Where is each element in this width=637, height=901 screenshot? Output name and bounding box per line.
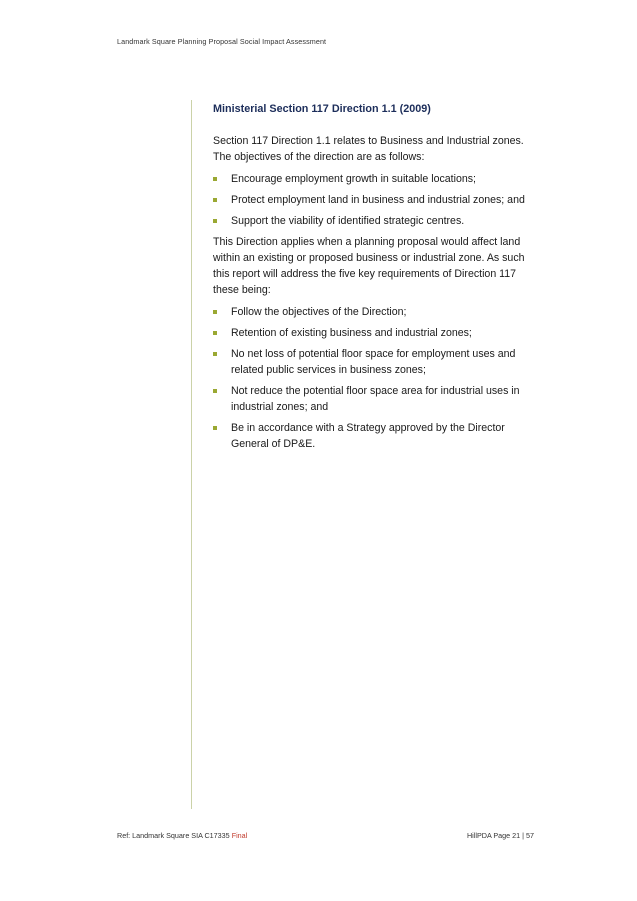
intro-paragraph: Section 117 Direction 1.1 relates to Business and Industrial zones. The objectives of the direction are as follows: <box>213 135 524 163</box>
list-item <box>213 304 543 320</box>
org-page-label: HillPDA Page 21 <box>466 831 521 840</box>
main-content <box>213 102 543 457</box>
square-bullet-icon <box>213 352 217 356</box>
square-bullet-icon <box>213 310 217 314</box>
list-item-text: Not reduce the potential floor space area for industrial uses in industrial zones; and <box>231 385 520 413</box>
requirements-intro-paragraph: This Direction applies when a planning proposal would affect land within an existing or proposed business or industrial zone. As such this report will address the five key requirements of Direction 117 these being: <box>213 236 525 296</box>
running-header: Landmark Square Planning Proposal Social Impact Assessment <box>117 37 327 46</box>
section-heading: Ministerial Section 117 Direction 1.1 (2009) <box>213 103 431 115</box>
reference-text: Ref: Landmark Square SIA C17335 <box>117 831 230 840</box>
list-item-text: Retention of existing business and industrial zones; <box>231 327 472 339</box>
list-item <box>213 383 543 415</box>
page-separator: | <box>522 831 524 840</box>
list-item <box>213 420 543 452</box>
footer-page-info <box>467 831 534 840</box>
list-item-text: Follow the objectives of the Direction; <box>231 306 407 318</box>
square-bullet-icon <box>213 219 217 223</box>
list-item-text: Be in accordance with a Strategy approved by the Director General of DP&E. <box>231 422 505 450</box>
square-bullet-icon <box>213 426 217 430</box>
page-number: 57 <box>526 831 534 840</box>
requirements-list <box>213 304 543 452</box>
list-item <box>213 325 543 341</box>
list-item <box>213 192 543 208</box>
list-item <box>213 171 543 187</box>
square-bullet-icon <box>213 389 217 393</box>
list-item-text: No net loss of potential floor space for employment uses and related public services in business zones; <box>231 348 516 376</box>
list-item <box>213 213 543 229</box>
square-bullet-icon <box>213 177 217 181</box>
list-item-text: Protect employment land in business and industrial zones; and <box>231 194 525 206</box>
status-label: Final <box>231 831 248 840</box>
margin-rule <box>191 100 192 809</box>
objectives-list <box>213 171 543 229</box>
square-bullet-icon <box>213 198 217 202</box>
list-item <box>213 346 543 378</box>
list-item-text: Support the viability of identified strategic centres. <box>231 215 465 227</box>
list-item-text: Encourage employment growth in suitable locations; <box>231 173 476 185</box>
footer-reference <box>117 831 247 840</box>
square-bullet-icon <box>213 331 217 335</box>
